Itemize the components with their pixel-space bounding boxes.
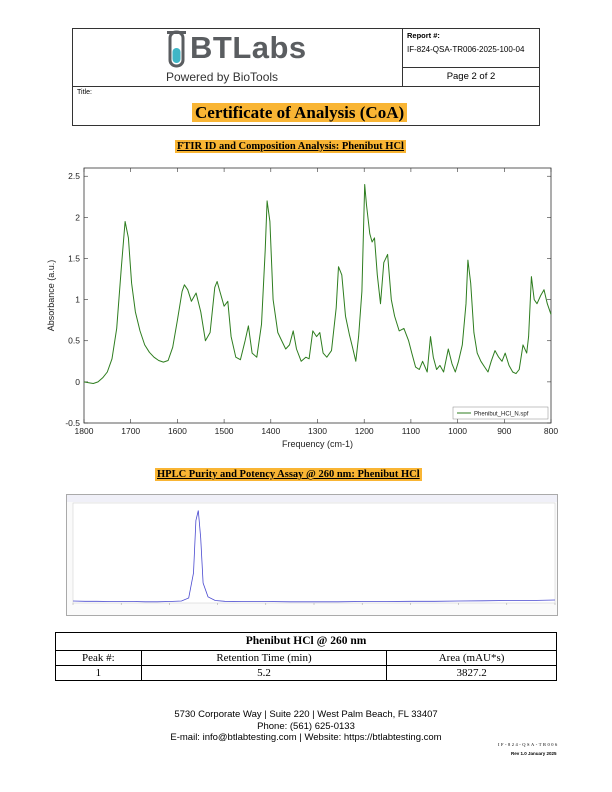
y-tick-label: 2.5 bbox=[68, 171, 80, 182]
revision-label: Rev 1.0 January 2025 bbox=[511, 751, 557, 756]
table-header-row bbox=[56, 651, 557, 666]
hplc-chart bbox=[67, 495, 557, 615]
x-tick-label: 1400 bbox=[261, 426, 281, 436]
report-number-label: Report #: bbox=[407, 31, 440, 40]
x-tick-label: 1600 bbox=[167, 426, 187, 436]
header-divider bbox=[72, 86, 540, 87]
y-tick-label: -0.5 bbox=[65, 418, 80, 428]
footer-contact bbox=[0, 709, 612, 744]
area-cell: 3827.2 bbox=[387, 666, 557, 681]
ftir-section-title: FTIR ID and Composition Analysis: Phenibut HCl bbox=[177, 141, 404, 152]
y-tick-label: 0.5 bbox=[68, 335, 80, 346]
footer-phone: Phone: (561) 625-0133 bbox=[257, 720, 355, 732]
y-tick-label: 2 bbox=[75, 212, 80, 223]
x-tick-label: 900 bbox=[497, 426, 512, 436]
hplc-section-title: HPLC Purity and Potency Assay @ 260 nm: Phenibut HCl bbox=[157, 469, 420, 480]
x-tick-label: 1300 bbox=[308, 426, 327, 436]
legend-label: Phenibut_HCl_N.spf bbox=[474, 411, 529, 418]
spectrum-line bbox=[84, 185, 551, 384]
company-logo-text: BTLabs bbox=[190, 30, 307, 65]
hplc-chromatogram bbox=[66, 494, 558, 616]
plot-area bbox=[73, 503, 555, 603]
footer-email-website: E-mail: info@btlabtesting.com | Website: https://btlabtesting.com bbox=[170, 732, 442, 743]
title-label: Title: bbox=[77, 89, 92, 96]
x-axis-label: Frequency (cm-1) bbox=[281, 439, 354, 449]
column-header: Peak #: bbox=[56, 651, 142, 666]
page-number: Page 2 of 2 bbox=[446, 71, 496, 82]
logo-tagline: Powered by BioTools bbox=[166, 70, 279, 84]
test-tube-logo-icon bbox=[164, 30, 190, 70]
peak-number-cell: 1 bbox=[56, 666, 142, 681]
x-tick-label: 1700 bbox=[121, 426, 141, 436]
y-axis-label: Absorbance (a.u.) bbox=[46, 259, 56, 332]
peak-table-caption: Phenibut HCl @ 260 nm bbox=[56, 633, 557, 651]
y-tick-label: 0 bbox=[75, 376, 80, 387]
x-tick-label: 1000 bbox=[448, 426, 468, 436]
retention-time-cell: 5.2 bbox=[141, 666, 386, 681]
table-row bbox=[56, 666, 557, 681]
x-tick-label: 800 bbox=[543, 426, 559, 436]
footer-address: 5730 Corporate Way | Suite 220 | West Palm Beach, FL 33407 bbox=[174, 709, 438, 720]
header-divider bbox=[402, 67, 540, 68]
document-title: Certificate of Analysis (CoA) bbox=[192, 103, 407, 122]
report-number: IF-824-QSA-TR006-2025-100-04 bbox=[407, 45, 525, 54]
column-header: Retention Time (min) bbox=[141, 651, 386, 666]
chromatogram-titlebar bbox=[67, 495, 557, 502]
y-tick-label: 1 bbox=[75, 294, 80, 305]
y-tick-label: 1.5 bbox=[68, 253, 80, 264]
ftir-chart bbox=[40, 158, 570, 458]
plot-area bbox=[84, 168, 551, 423]
column-header: Area (mAU*s) bbox=[387, 651, 557, 666]
x-tick-label: 1200 bbox=[354, 426, 374, 436]
x-tick-label: 1500 bbox=[214, 426, 234, 436]
x-tick-label: 1100 bbox=[401, 426, 421, 436]
form-code: IF-824-QSA-TR006 bbox=[498, 742, 559, 747]
peak-table bbox=[55, 632, 557, 681]
x-tick-label: 1800 bbox=[74, 426, 94, 436]
